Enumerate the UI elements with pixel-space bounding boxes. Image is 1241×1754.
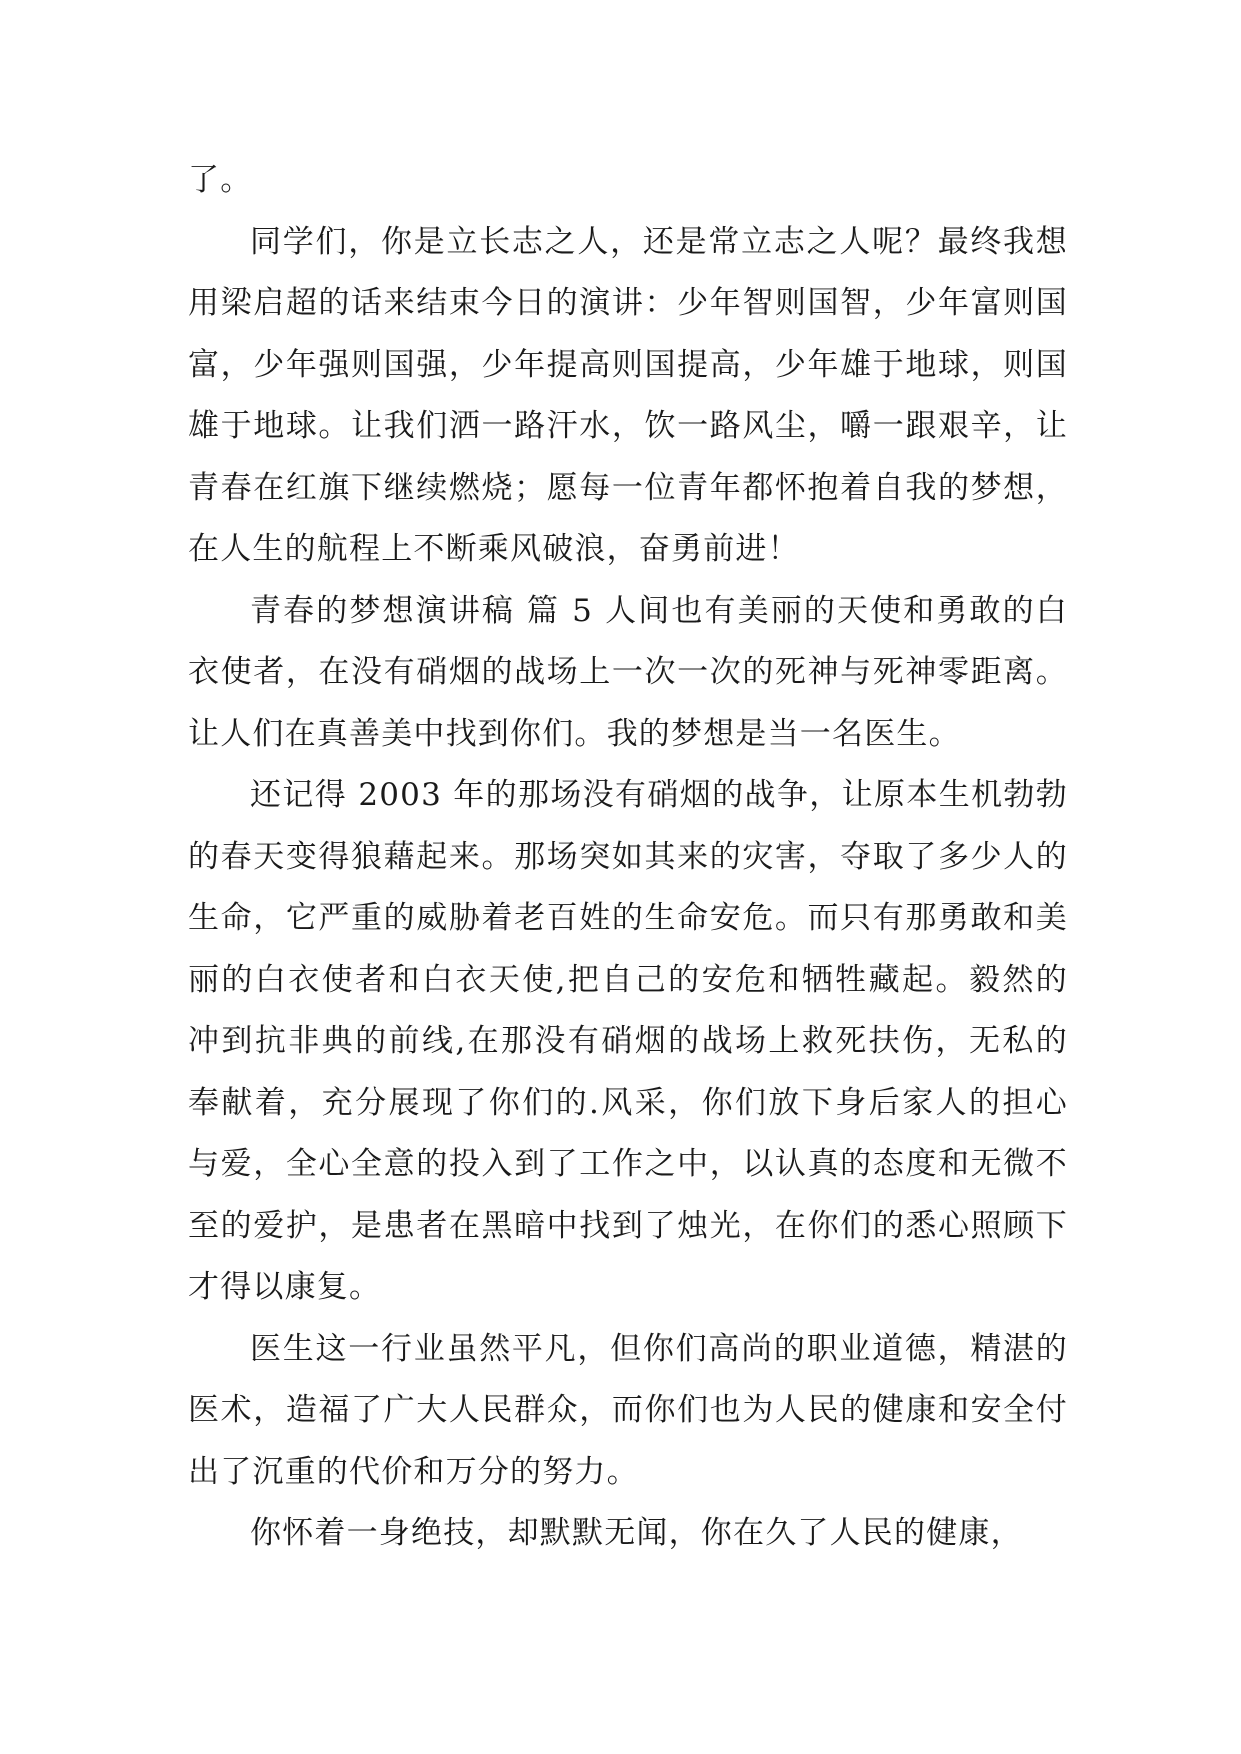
paragraph-final-line: 你怀着一身绝技，却默默无闻，你在久了人民的健康， (250, 1515, 1023, 1551)
paragraph-continuation: 了。 (188, 162, 253, 198)
paragraph-closing-remarks: 同学们，你是立长志之人，还是常立志之人呢？最终我想用梁启超的话来结束今日的演讲：少年智则国智，少年富则国富，少年强则国强，少年提高则国提高，少年雄于地球，则国雄于地球。让我们洒一路汗水，饮一路风尘，嚼一跟艰辛，让青春在红旗下继续燃烧；愿每一位青年都怀抱着自我的梦想，在人生的航程上不断乘风破浪，奋勇前进！ (188, 223, 1068, 567)
paragraph-speech-5-intro: 青春的梦想演讲稿 篇 5 人间也有美丽的天使和勇敢的白衣使者，在没有硝烟的战场上一次一次的死神与死神零距离。让人们在真善美中找到你们。我的梦想是当一名医生。 (188, 592, 1068, 752)
paragraph-2003-memory: 还记得 2003 年的那场没有硝烟的战争，让原本生机勃勃的春天变得狼藉起来。那场突如其来的灾害，夺取了多少人的生命，它严重的威胁着老百姓的生命安危。而只有那勇敢和美丽的白衣使者和白衣天使,把自己的安危和牺牲藏起。毅然的冲到抗非典的前线,在那没有硝烟的战场上救死扶伤，无私的奉献着，充分展现了你们的.风采，你们放下身后家人的担心与爱，全心全意的投入到了工作之中，以认真的态度和无微不至的爱护，是患者在黑暗中找到了烛光，在你们的悉心照顾下才得以康复。 (188, 777, 1068, 1305)
document-body (188, 150, 1068, 1565)
paragraph-medical-profession: 医生这一行业虽然平凡，但你们高尚的职业道德，精湛的医术，造福了广大人民群众，而你们也为人民的健康和安全付出了沉重的代价和万分的努力。 (188, 1330, 1068, 1490)
